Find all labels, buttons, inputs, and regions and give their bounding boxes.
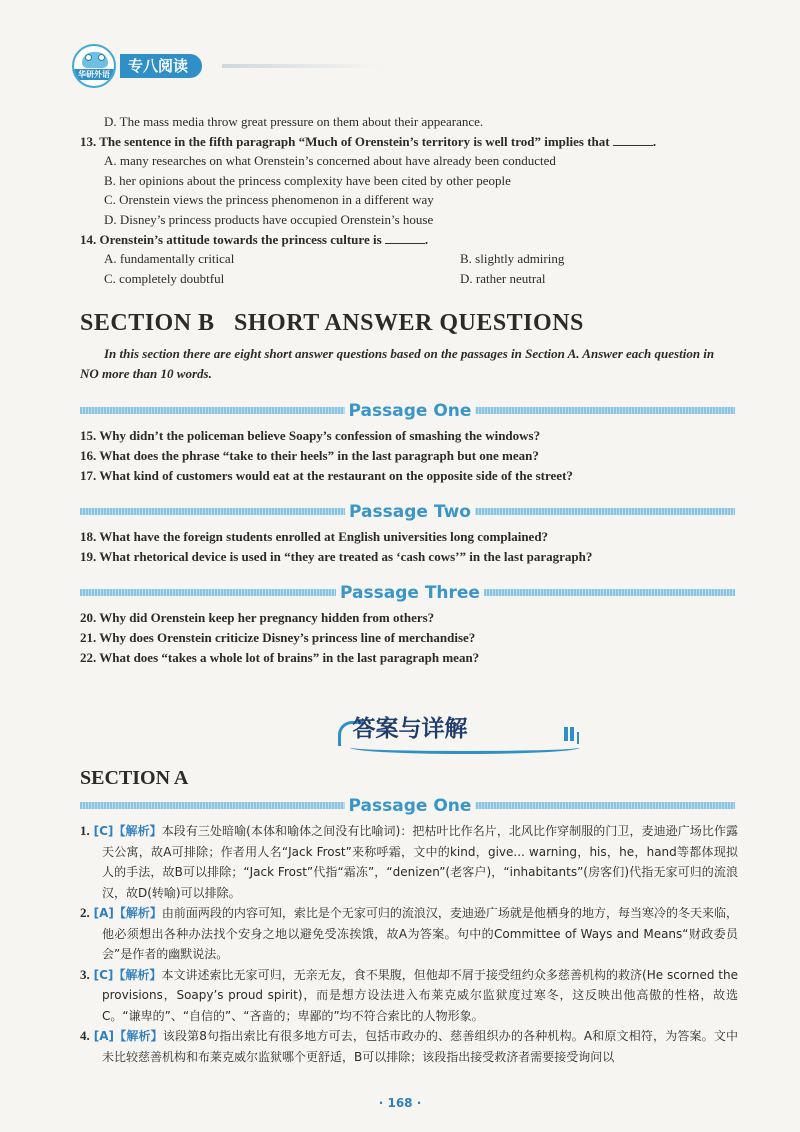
answer-blank [613, 133, 653, 146]
answer-2: 2. [A]【解析】由前面两段的内容可知，索比是个无家可归的流浪汉，麦迪逊广场就是他栖身的地方，每当寒冷的冬天来临，他必须想出各种办法找个安身之地以避免受冻挨饿，故A为答案。句中的Committee of Ways and Means“财政委员会”是作者的幽默说法。 [80, 905, 738, 962]
book-title: 专八阅读 [120, 54, 202, 78]
header-logo [72, 44, 332, 88]
answer-3: 3. [C]【解析】本文讲述索比无家可归，无亲无友，食不果腹，但他却不屑于接受纽约众多慈善机构的救济(He scorned the provisions，Soapy’s proud spirit)，而是想方设法进入布莱克威尔监狱度过寒冬，这反映出他高傲的性格，故选C。“谦卑的”、“自信的”、“吝啬的；卑鄙的”均不符合索比的人物形象。 [80, 966, 738, 1023]
answers-title: 答案与详解 [352, 716, 468, 743]
section-b-instructions: In this section there are eight short answer questions based on the passages in Section A. Answer each question in NO more than 10 words. [80, 346, 715, 382]
analysis-tag: 【解析】 [114, 1029, 163, 1044]
question-14-option-a: A. fundamentally critical [104, 251, 235, 267]
question-14-option-b: B. slightly admiring [460, 251, 565, 267]
question-20: 20. Why did Orenstein keep her pregnancy hidden from others? [80, 610, 435, 626]
answer-key: [C] [93, 967, 114, 982]
page-content [80, 112, 740, 1067]
answer-1: 1. [C]【解析】本段有三处暗喻(本体和喻体之间没有比喻词)：把枯叶比作名片，北风比作穿制服的门卫，麦迪逊广场比作露天公寓，故A可排除；作者用人名“Jack Frost”来称呼霜，文中的kind，give... warning，his，he，hand等都体现拟人的手法，故B可以排除；“Jack Frost”代指“霜冻”，“denizen”(老客户)，“inhabitants”(房客们)代指无家可归的流浪汉，故D(转喻)可以排除。 [80, 823, 738, 900]
passage-three-header [80, 580, 740, 606]
answers-banner [80, 709, 740, 753]
question-13-option-a: A. many researches on what Orenstein’s concerned about have already been conducted [104, 153, 556, 169]
question-21: 21. Why does Orenstein criticize Disney’s princess line of merchandise? [80, 629, 476, 645]
answer-key: [A] [93, 906, 114, 921]
analysis-tag: 【解析】 [113, 967, 162, 982]
answer-blank [385, 231, 425, 244]
question-13-option-d: D. Disney’s princess products have occupied Orenstein’s house [104, 211, 434, 227]
logo-text: 华研外语 [74, 69, 114, 80]
passage-title: Passage Two [345, 499, 475, 525]
question-15: 15. Why didn’t the policeman believe Soapy’s confession of smashing the windows? [80, 428, 541, 444]
analysis-tag: 【解析】 [113, 906, 162, 921]
question-14-option-c: C. completely doubtful [104, 270, 225, 286]
passage-one-header [80, 398, 740, 424]
question-13-stem: 13. The sentence in the fifth paragraph “Much of Orenstein’s territory is well trod” implies that . [80, 133, 657, 149]
section-a-title: SECTION A [80, 767, 189, 790]
question-13-option-b: B. her opinions about the princess complexity have been cited by other people [104, 172, 511, 188]
question-14-option-d: D. rather neutral [460, 270, 546, 286]
question-22: 22. What does “takes a whole lot of brains” in the last paragraph mean? [80, 649, 480, 665]
question-14-options-row-1 [80, 249, 740, 269]
question-17: 17. What kind of customers would eat at the restaurant on the opposite side of the street? [80, 467, 573, 483]
header-rule [222, 64, 382, 68]
question-13-option-c: C. Orenstein views the princess phenomenon in a different way [104, 192, 434, 208]
passage-two-header [80, 499, 740, 525]
passage-title: Passage Three [336, 580, 484, 606]
passage-title: Passage One [345, 398, 476, 424]
answers-passage-one-header [80, 793, 740, 819]
question-14-options-row-2 [80, 269, 740, 289]
frog-logo-icon [72, 44, 116, 88]
bars-icon [564, 727, 568, 741]
question-19: 19. What rhetorical device is used in “they are treated as ‘cash cows’” in the last paragraph? [80, 548, 593, 564]
question-12-option-d: D. The mass media throw great pressure on them about their appearance. [104, 114, 484, 129]
question-16: 16. What does the phrase “take to their heels” in the last paragraph but one mean? [80, 447, 539, 463]
question-18: 18. What have the foreign students enrolled at English universities long complained? [80, 529, 549, 545]
section-b-title: SECTION B SHORT ANSWER QUESTIONS [80, 310, 584, 337]
answer-explanations [80, 821, 738, 1067]
answer-key: [C] [93, 824, 114, 839]
question-14-stem: 14. Orenstein’s attitude towards the princess culture is . [80, 231, 429, 247]
answer-key: [A] [93, 1029, 114, 1044]
analysis-tag: 【解析】 [113, 824, 162, 839]
answer-4: 4. [A]【解析】该段第8句指出索比有很多地方可去，包括市政办的、慈善组织办的各种机构。A和原文相符，为答案。文中未比较慈善机构和布莱克威尔监狱哪个更舒适，B可以排除；该段指出接受救济者需要接受询问以 [80, 1028, 738, 1064]
page-number: · 168 · [378, 1096, 422, 1110]
passage-title: Passage One [345, 793, 476, 819]
